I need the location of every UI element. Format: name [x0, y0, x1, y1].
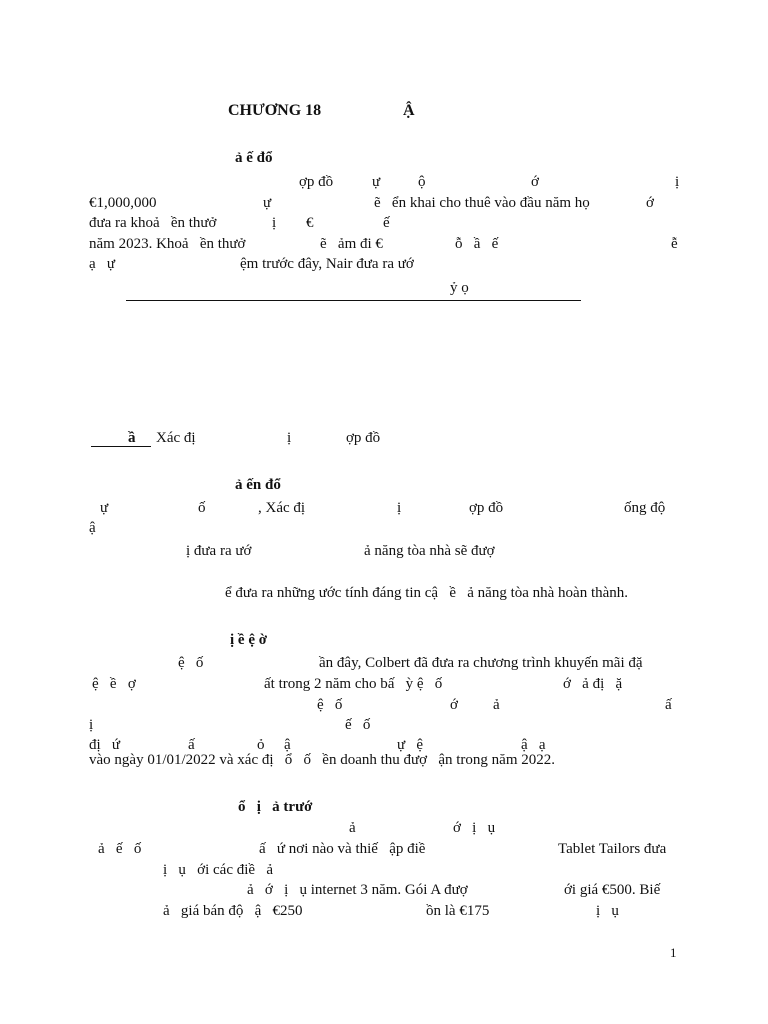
s2-line3-a: ị đưa ra ướ [186, 543, 252, 559]
s1-line6: ỷ ọ [450, 280, 469, 296]
s2-line1-c: , Xác đị [258, 500, 306, 516]
s1-line1-a: ợp đồ [299, 174, 334, 190]
s3-line5-c: ỏ [257, 737, 265, 753]
s3-line2-a: ệ ề ợ [92, 676, 136, 692]
s1-line4-c: ỗ ầ ế [455, 236, 499, 252]
s3-line4-b: ế ố [345, 717, 371, 733]
s4-line1-a: ả [349, 820, 356, 836]
s1-line3-b: ị [272, 215, 277, 231]
s1-line2-b: ự [263, 195, 272, 211]
section-2-title: ả ến đổ [235, 477, 281, 493]
s4-line4-b: ới giá €500. Biế [564, 882, 661, 898]
s3-line4-a: ị [89, 717, 94, 733]
s1-line3-d: ế [383, 215, 390, 231]
task-underline [91, 446, 151, 447]
s3-line3-d: ấ [665, 697, 672, 713]
s1-line1-c: ộ [418, 174, 426, 190]
s3-line5-e: ự ệ [397, 737, 424, 753]
s3-line3-a: ệ ố [317, 697, 343, 713]
s4-line5-a: ả giá bán độ ậ €250 [163, 903, 303, 919]
s1-line4-a: năm 2023. Khoả ền thưở [89, 236, 246, 252]
section-1-title: ả ế đổ [235, 150, 273, 166]
s4-line4-a: ả ớ ị ụ internet 3 năm. Gói A đượ [247, 882, 468, 898]
s4-line1-b: ớ ị ụ [453, 820, 496, 836]
s3-line3-c: ả [493, 697, 500, 713]
s3-line5-b: ấ [188, 737, 195, 753]
page-number: 1 [670, 945, 677, 960]
s4-line5-c: ị ụ [596, 903, 619, 919]
s2-line2: ậ [89, 520, 96, 536]
s1-line5-a: ạ ự [89, 256, 116, 272]
answer-line [126, 300, 581, 301]
s1-line3-c: € [306, 215, 314, 231]
s1-line3-a: đưa ra khoả ền thưở [89, 215, 217, 231]
section-3-title: ị ề ệ ờ [230, 632, 268, 648]
s1-line2-d: ớ [646, 195, 654, 211]
s3-line5-d: ậ [284, 737, 291, 753]
s1-line2-a: €1,000,000 [89, 195, 157, 211]
s4-line3-a: ị ụ ới các điề ả [163, 862, 273, 878]
section-4-title: ổ ị ả trướ [238, 799, 313, 815]
task-text-2: ị [287, 430, 292, 446]
s3-line1-b: ần đây, Colbert đã đưa ra chương trình khuyến mãi đặ [319, 655, 643, 671]
s1-line1-d: ớ [531, 174, 539, 190]
s2-line1-d: ị [397, 500, 402, 516]
s3-line6: vào ngày 01/01/2022 và xác đị ổ ố ền doanh thu đượ ận trong năm 2022. [89, 752, 555, 768]
s2-line4: ể đưa ra những ước tính đáng tin cậ ề ả năng tòa nhà hoàn thành. [225, 585, 629, 601]
s2-line1-a: ự [100, 500, 109, 516]
s1-line4-b: ẽ ảm đi € [320, 236, 383, 252]
s4-line2-b: ấ ứ nơi nào và thiế ập điề [259, 841, 426, 857]
s2-line3-b: ả năng tòa nhà sẽ đượ [364, 543, 495, 559]
s4-line5-b: ồn là €175 [426, 903, 490, 919]
s3-line3-b: ớ [450, 697, 458, 713]
task-label: ầ [128, 430, 136, 446]
s3-line2-c: ớ ả đị ặ [563, 676, 623, 692]
chapter-title-suffix: Ậ [403, 102, 415, 119]
s3-line1-a: ệ ố [178, 655, 204, 671]
s2-line1-f: ống độ [624, 500, 666, 516]
s1-line2-c: ẽ ển khai cho thuê vào đầu năm họ [374, 195, 590, 211]
s2-line1-b: ố [198, 500, 206, 516]
s1-line1-b: ự [372, 174, 381, 190]
s2-line1-e: ợp đồ [469, 500, 504, 516]
s3-line5-a: đị ứ [89, 737, 121, 753]
s4-line2-a: ả ế ố [98, 841, 142, 857]
s1-line4-d: ễ [671, 236, 678, 252]
s4-line2-c: Tablet Tailors đưa [558, 841, 667, 857]
s3-line2-b: ất trong 2 năm cho bấ ỳ ệ ố [264, 676, 443, 692]
task-text-3: ợp đồ [346, 430, 381, 446]
chapter-title: CHƯƠNG 18 [228, 102, 322, 119]
task-text: Xác đị [156, 430, 196, 446]
s1-line5-b: ệm trước đây, Nair đưa ra ướ [240, 256, 414, 272]
s1-line1-e: ị [675, 174, 680, 190]
s3-line5-f: ậ ạ [521, 737, 546, 753]
